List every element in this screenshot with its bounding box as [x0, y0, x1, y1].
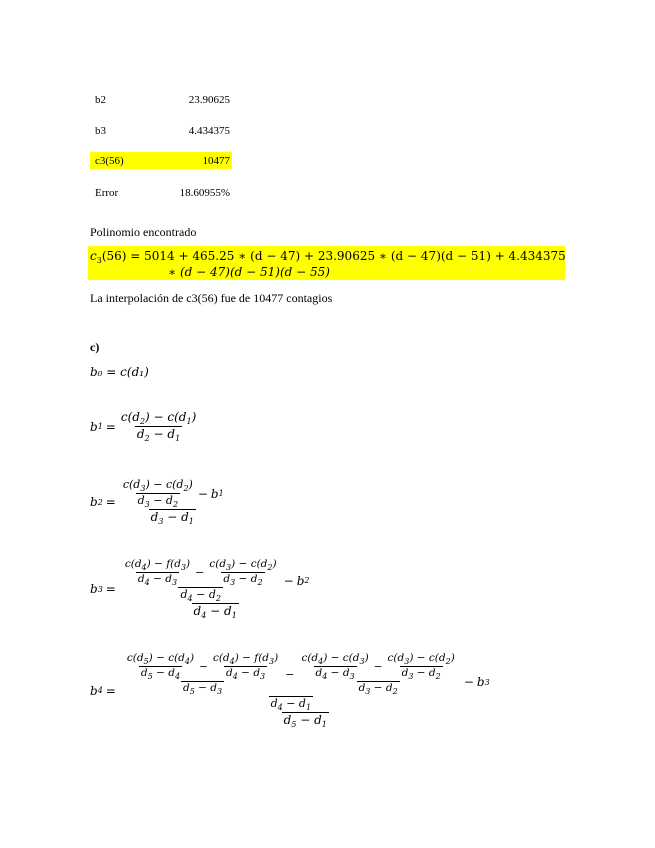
- table-row-b3-label: b3: [95, 125, 106, 137]
- formula-b2: b 2 = $\frac{c(d_3) - c(d_2)}{d_3 - d_2}$ − b 1 $d_3 - d_1$: [90, 478, 224, 526]
- formula-b3: b 3 = $\frac{c(d_4) - f(d_3)}{d_4 - d_3}$ − $\frac{c(d_3) - c(d_2)}{d_3 - d_2}$ $d_4 - d_2$ − b 2 $d_4 - d_1$: [90, 558, 310, 620]
- section-heading: Polinomio encontrado: [90, 225, 197, 239]
- formula-b4: b 4 = $\frac{c(d_5) - c(d_4)}{d_5 - d_4}$ − $\frac{c(d_4) - f(d_3)}{d_4 - d_3}$ $d_5 - d_3$ − $\frac{c(d_4) - c(d_3)}{d_4 - d_3}$ − $\frac{c(d_3) - c(d_2)}{d_3 - d_2}$ $d_3 - d_2$ $d_4 - d_1$ − b 3 $d_5 - d_1$: [90, 652, 490, 729]
- formula-b0: b₀ = c(d₁): [90, 365, 149, 379]
- table-row-error-value: 18.60955%: [179, 187, 230, 199]
- table-row-b3-value: 4.434375: [188, 125, 230, 137]
- polynomial-line-1: $c_3(56) = 5014 + 465.25$ ∗ (d − 47) + 23.90625 ∗ (d − 47)(d − 51) + 4.434375: [90, 249, 566, 265]
- table-row-c3-label: c3(56): [95, 155, 124, 167]
- table-row-b2-label: b2: [95, 94, 106, 106]
- part-label: c): [90, 340, 100, 354]
- table-row-error-label: Error: [95, 187, 119, 199]
- formula-b1: b 1 = $\frac{c(d_2) - c(d_1)}{d_2 - d_1}$: [90, 410, 197, 443]
- table-row-c3-value: 10477: [202, 155, 230, 167]
- polynomial-line-2: ∗ (d − 47)(d − 51)(d − 55): [168, 265, 330, 279]
- conclusion-text: La interpolación de c3(56) fue de 10477 contagios: [90, 291, 333, 305]
- table-row-b2-value: 23.90625: [188, 94, 230, 106]
